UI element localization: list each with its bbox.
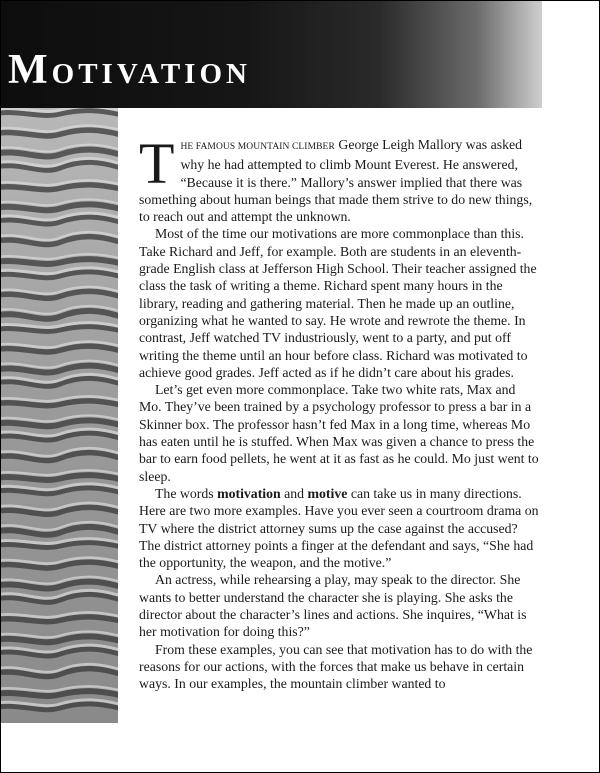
page-title: Motivation [8,47,251,93]
article-body [139,131,539,693]
lead-in-text: HE FAMOUS MOUNTAIN CLIMBER [180,142,335,152]
paragraph-2: Most of the time our motivations are more commonplace than this. Take Richard and Jeff, for example. Both are students in an eleventh-grade English class at Jefferson High School. Their teacher assigned the class the task of writing a theme. Richard spent many hours in the library, reading and gathering material. Then he made up an outline, organizing what he wanted to say. He wrote and rewrote the theme. In contrast, Jeff watched TV industriously, went to a party, and put off writing the theme until an hour before class. Richard was motivated to achieve good grades. Jeff acted as if he didn’t care about his grades. [139,226,537,380]
term-motivation: motivation [217,485,281,501]
paragraph-3: Let’s get even more commonplace. Take two white rats, Max and Mo. They’ve been trained by a psychology professor to press a bar in a Skinner box. The professor hasn’t fed Max in a long time, whereas Mo has eaten until he is stuffed. When Max was given a chance to press the bar to earn food pellets, he went at it as fast as he could. Mo just went to sleep. [139,382,539,484]
drop-cap: T [139,131,175,196]
paragraph-4-text-b: and [280,485,308,501]
paragraph-4-text-c: can take us in many directions. Here are two more examples. Have you ever seen a courtroom drama on TV where the district attorney sums up the case against the accused? The district attorney points a finger at the defendant and says, “She had the opportunity, the weapon, and the motive.” [139,485,539,571]
paragraph-5: An actress, while rehearsing a play, may speak to the director. She wants to better understand the character she is playing. She asks the director about the character’s lines and actions. She inquires, “What is her motivation for doing this?” [139,572,527,640]
sand-dune-photo [0,108,118,723]
header-band [0,0,542,108]
paragraph-1 [139,131,539,225]
paragraph-1-text: George Leigh Mallory was asked why he had attempted to climb Mount Everest. He answered, “Because it is there.” Mallory’s answer implied that there was something about human beings that made them strive to do new things, to reach out and attempt the unknown. [139,137,533,225]
paragraph-4-text-a: The words [155,485,218,501]
paragraph-4 [139,485,539,571]
term-motive: motive [307,485,348,501]
sand-ripples-image [0,108,118,723]
paragraph-6: From these examples, you can see that motivation has to do with the reasons for our actions, with the forces that make us behave in certain ways. In our examples, the mountain climber wanted to [139,641,533,692]
